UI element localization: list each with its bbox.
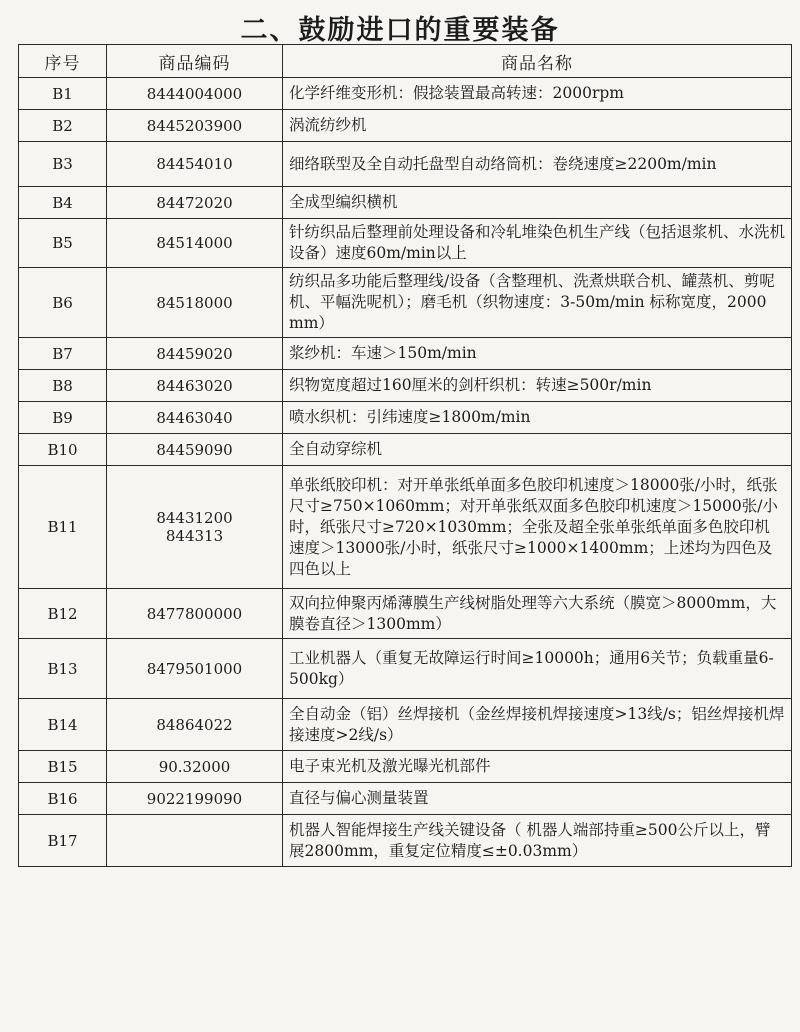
table-row	[19, 466, 792, 589]
cell-seq: B4	[19, 187, 107, 219]
table-row	[19, 699, 792, 751]
cell-name: 工业机器人（重复无故障运行时间≥10000h；通用6关节；负载重量6-500kg）	[283, 639, 792, 699]
cell-code: 8444004000	[107, 78, 283, 110]
cell-seq: B16	[19, 783, 107, 815]
cell-seq: B8	[19, 370, 107, 402]
cell-name: 化学纤维变形机：假捻装置最高转速：2000rpm	[283, 78, 792, 110]
cell-code: 84454010	[107, 142, 283, 187]
cell-seq: B9	[19, 402, 107, 434]
cell-seq: B13	[19, 639, 107, 699]
cell-name: 全自动金（铝）丝焊接机（金丝焊接机焊接速度>13线/s；铝丝焊接机焊接速度>2线/s）	[283, 699, 792, 751]
cell-seq: B15	[19, 751, 107, 783]
table-row	[19, 751, 792, 783]
cell-name: 双向拉伸聚丙烯薄膜生产线树脂处理等六大系统（膜宽＞8000mm，大膜卷直径＞1300mm）	[283, 589, 792, 639]
cell-code: 84463020	[107, 370, 283, 402]
table-row	[19, 219, 792, 268]
cell-name: 细络联型及全自动托盘型自动络筒机：卷绕速度≥2200m/min	[283, 142, 792, 187]
cell-code: 84463040	[107, 402, 283, 434]
cell-seq: B12	[19, 589, 107, 639]
cell-code: 8479501000	[107, 639, 283, 699]
cell-code: 84864022	[107, 699, 283, 751]
table-row	[19, 110, 792, 142]
cell-name: 全自动穿综机	[283, 434, 792, 466]
cell-name: 涡流纺纱机	[283, 110, 792, 142]
cell-code: 84431200 844313	[107, 466, 283, 589]
cell-code: 9022199090	[107, 783, 283, 815]
cell-code: 84518000	[107, 268, 283, 338]
cell-code: 8445203900	[107, 110, 283, 142]
header-row	[19, 45, 792, 78]
cell-code: 84514000	[107, 219, 283, 268]
table-row	[19, 187, 792, 219]
table-row	[19, 338, 792, 370]
cell-seq: B14	[19, 699, 107, 751]
cell-seq: B3	[19, 142, 107, 187]
cell-code: 84459090	[107, 434, 283, 466]
table-row	[19, 268, 792, 338]
table-row	[19, 78, 792, 110]
cell-seq: B1	[19, 78, 107, 110]
cell-code: 84459020	[107, 338, 283, 370]
cell-code	[107, 815, 283, 867]
cell-code: 84472020	[107, 187, 283, 219]
cell-code: 90.32000	[107, 751, 283, 783]
cell-name: 全成型编织横机	[283, 187, 792, 219]
table-row	[19, 434, 792, 466]
cell-name: 单张纸胶印机：对开单张纸单面多色胶印机速度＞18000张/小时，纸张尺寸≥750×1060mm；对开单张纸双面多色胶印机速度＞15000张/小时，纸张尺寸≥720×1030mm；全张及超全张单张纸单面多色胶印机速度＞13000张/小时，纸张尺寸≥1000×1400mm；上述均为四色及四色以上	[283, 466, 792, 589]
table-row	[19, 370, 792, 402]
cell-seq: B7	[19, 338, 107, 370]
table-row	[19, 142, 792, 187]
table-row	[19, 783, 792, 815]
table-row	[19, 402, 792, 434]
cell-seq: B17	[19, 815, 107, 867]
cell-seq: B10	[19, 434, 107, 466]
cell-code: 8477800000	[107, 589, 283, 639]
equipment-table	[18, 44, 792, 867]
cell-seq: B2	[19, 110, 107, 142]
table-row	[19, 639, 792, 699]
cell-name: 直径与偏心测量装置	[283, 783, 792, 815]
page-title: 二、鼓励进口的重要装备	[240, 15, 560, 46]
header-code: 商品编码	[107, 45, 283, 78]
cell-seq: B6	[19, 268, 107, 338]
cell-name: 针纺织品后整理前处理设备和冷轧堆染色机生产线（包括退浆机、水洗机设备）速度60m/min以上	[283, 219, 792, 268]
cell-seq: B11	[19, 466, 107, 589]
header-seq: 序号	[19, 45, 107, 78]
cell-name: 机器人智能焊接生产线关键设备（ 机器人端部持重≥500公斤以上，臂展2800mm，重复定位精度≤±0.03mm）	[283, 815, 792, 867]
table-row	[19, 589, 792, 639]
header-name: 商品名称	[283, 45, 792, 78]
cell-name: 浆纱机：车速＞150m/min	[283, 338, 792, 370]
cell-name: 织物宽度超过160厘米的剑杆织机：转速≥500r/min	[283, 370, 792, 402]
cell-seq: B5	[19, 219, 107, 268]
cell-name: 纺织品多功能后整理线/设备（含整理机、洗煮烘联合机、罐蒸机、剪呢机、平幅洗呢机）；磨毛机（织物速度：3-50m/min 标称宽度，2000 mm）	[283, 268, 792, 338]
cell-name: 喷水织机：引纬速度≥1800m/min	[283, 402, 792, 434]
cell-name: 电子束光机及激光曝光机部件	[283, 751, 792, 783]
table-row	[19, 815, 792, 867]
